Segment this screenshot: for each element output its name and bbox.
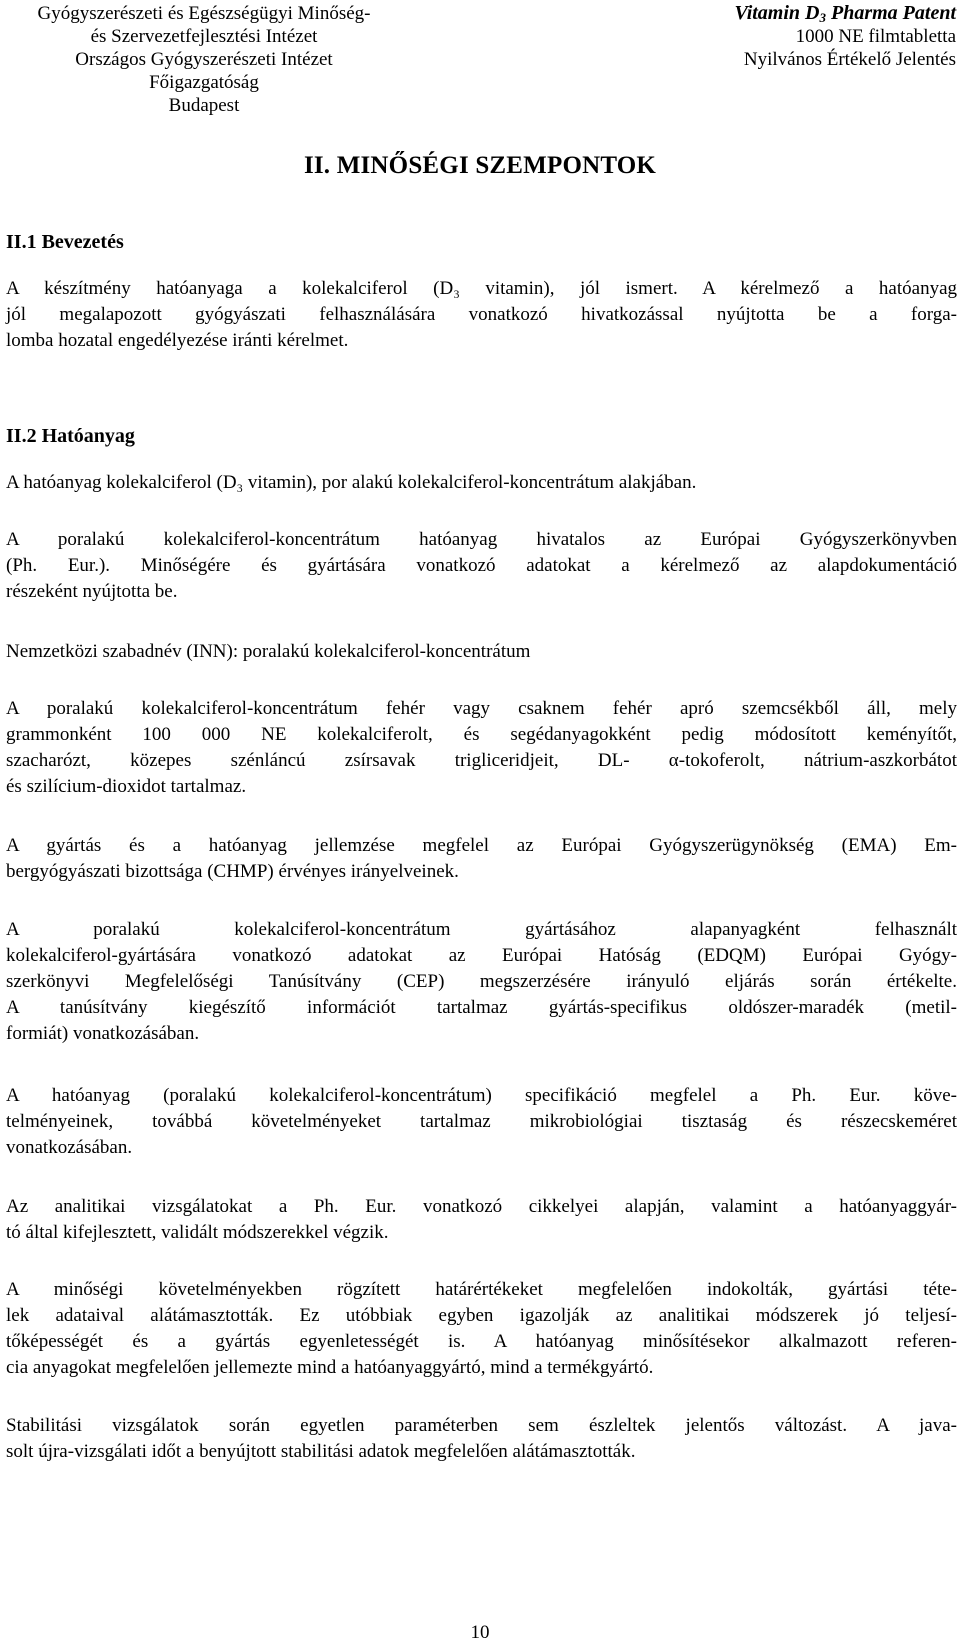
text-line: A poralakú kolekalciferol-koncentrátum hatóanyag hivatalos az Európai Gyógyszerkönyvben xyxy=(6,529,957,550)
institute-line: és Szervezetfejlesztési Intézet xyxy=(90,26,318,47)
paragraph-manufacture xyxy=(6,833,957,885)
text-line: Az analitikai vizsgálatokat a Ph. Eur. vonatkozó cikkelyei alapján, valamint a hatóanyaggyár- xyxy=(6,1196,957,1217)
text-line: A poralakú kolekalciferol-koncentrátum fehér vagy csaknem fehér apró szemcsékből áll, mely xyxy=(6,698,957,719)
section-heading-introduction: II.1 Bevezetés xyxy=(6,231,124,253)
paragraph-analytics xyxy=(6,1194,957,1246)
paragraph-active-substance xyxy=(6,470,957,496)
institute-line: Gyógyszerészeti és Egészségügyi Minőség- xyxy=(37,3,371,24)
text-line: A minőségi követelményekben rögzített határértékeket megfelelően indokolták, gyártási téte- xyxy=(6,1279,957,1300)
institute-line: Budapest xyxy=(168,95,240,116)
text-line: szacharózt, közepes szénláncú zsírsavak trigliceridjeit, DL- α-tokoferolt, nátrium-aszkorbátot xyxy=(6,750,957,771)
text-line: A hatóanyag kolekalciferol (D₃ vitamin), por alakú kolekalciferol-koncentrátum alakjában. xyxy=(6,472,697,493)
paragraph-stability xyxy=(6,1413,957,1465)
chapter-title: II. MINŐSÉGI SZEMPONTOK xyxy=(303,152,657,179)
text-line: bergyógyászati bizottsága (CHMP) érvényes irányelveinek. xyxy=(6,861,459,882)
text-line: grammonként 100 000 NE kolekalciferolt, és segédanyagokként pedig módosított keményítőt, xyxy=(6,724,957,745)
paragraph-inn xyxy=(6,639,957,665)
section-heading-active-substance: II.2 Hatóanyag xyxy=(6,425,135,447)
text-line: szerkönyvi Megfelelőségi Tanúsítvány (CEP) megszerzésére irányuló eljárás során értékelte. xyxy=(6,971,957,992)
text-line: tó által kifejlesztett, validált módszerekkel végzik. xyxy=(6,1222,389,1243)
paragraph-pharmacopoeia xyxy=(6,527,957,605)
product-title-prefix: Vitamin D xyxy=(734,2,820,24)
text-line: vonatkozásában. xyxy=(6,1137,133,1158)
text-line: cia anyagokat megfelelően jellemezte mind a hatóanyaggyártó, mind a termékgyártó. xyxy=(6,1357,654,1378)
text-line: jól megalapozott gyógyászati felhasználására vonatkozó hivatkozással nyújtotta be a forga- xyxy=(6,304,957,325)
paragraph-cep xyxy=(6,917,957,1047)
text-line: lomba hozatal engedélyezése iránti kérelmet. xyxy=(6,330,349,351)
text-line: A poralakú kolekalciferol-koncentrátum gyártásához alapanyagként felhasznált xyxy=(6,919,957,940)
report-type: Nyilvános Értékelő Jelentés xyxy=(743,49,956,70)
institute-header xyxy=(4,2,404,117)
text-line: formiát) vonatkozásában. xyxy=(6,1023,200,1044)
text-line: és szilícium-dioxidot tartalmaz. xyxy=(6,776,247,797)
text-line: Nemzetközi szabadnév (INN): poralakú kolekalciferol-koncentrátum xyxy=(6,641,531,662)
product-title xyxy=(536,2,956,25)
paragraph-description xyxy=(6,696,957,800)
product-title-suffix: Pharma Patent xyxy=(825,2,956,24)
product-title-subscript: 3 xyxy=(819,10,826,25)
text-line: A gyártás és a hatóanyag jellemzése megfelel az Európai Gyógyszerügynökség (EMA) Em- xyxy=(6,835,957,856)
paragraph-specification xyxy=(6,1083,957,1161)
text-line: kolekalciferol-gyártására vonatkozó adatokat az Európai Hatóság (EDQM) Európai Gyógy- xyxy=(6,945,957,966)
text-line: A készítmény hatóanyaga a kolekalciferol (D₃ vitamin), jól ismert. A kérelmező a hatóanyag xyxy=(6,278,957,299)
product-form: 1000 NE filmtabletta xyxy=(795,26,956,47)
text-line: A hatóanyag (poralakú kolekalciferol-koncentrátum) specifikáció megfelel a Ph. Eur. köve- xyxy=(6,1085,957,1106)
page-number: 10 xyxy=(470,1622,490,1643)
institute-line: Főigazgatóság xyxy=(149,72,259,93)
text-line: lek adataival alátámasztották. Ez utóbbiak egyben igazolják az analitikai módszerek jó teljesí- xyxy=(6,1305,957,1326)
paragraph-limits xyxy=(6,1277,957,1381)
product-header xyxy=(536,2,956,71)
text-line: tőképességét és a gyártás egyenletességét is. A hatóanyag minősítésekor alkalmazott referen- xyxy=(6,1331,957,1352)
text-line: solt újra-vizsgálati időt a benyújtott stabilitási adatok megfelelően alátámasztották. xyxy=(6,1441,636,1462)
text-line: telményeinek, továbbá követelményeket tartalmaz mikrobiológiai tisztaság és részecskeméret xyxy=(6,1111,957,1132)
institute-line: Országos Gyógyszerészeti Intézet xyxy=(75,49,333,70)
text-line: A tanúsítvány kiegészítő információt tartalmaz gyártás-specifikus oldószer-maradék (metil- xyxy=(6,997,957,1018)
text-line: (Ph. Eur.). Minőségére és gyártására vonatkozó adatokat a kérelmező az alapdokumentáció xyxy=(6,555,957,576)
text-line: Stabilitási vizsgálatok során egyetlen paraméterben sem észleltek jelentős változást. A java- xyxy=(6,1415,957,1436)
text-line: részeként nyújtotta be. xyxy=(6,581,178,602)
paragraph-introduction xyxy=(6,276,957,354)
